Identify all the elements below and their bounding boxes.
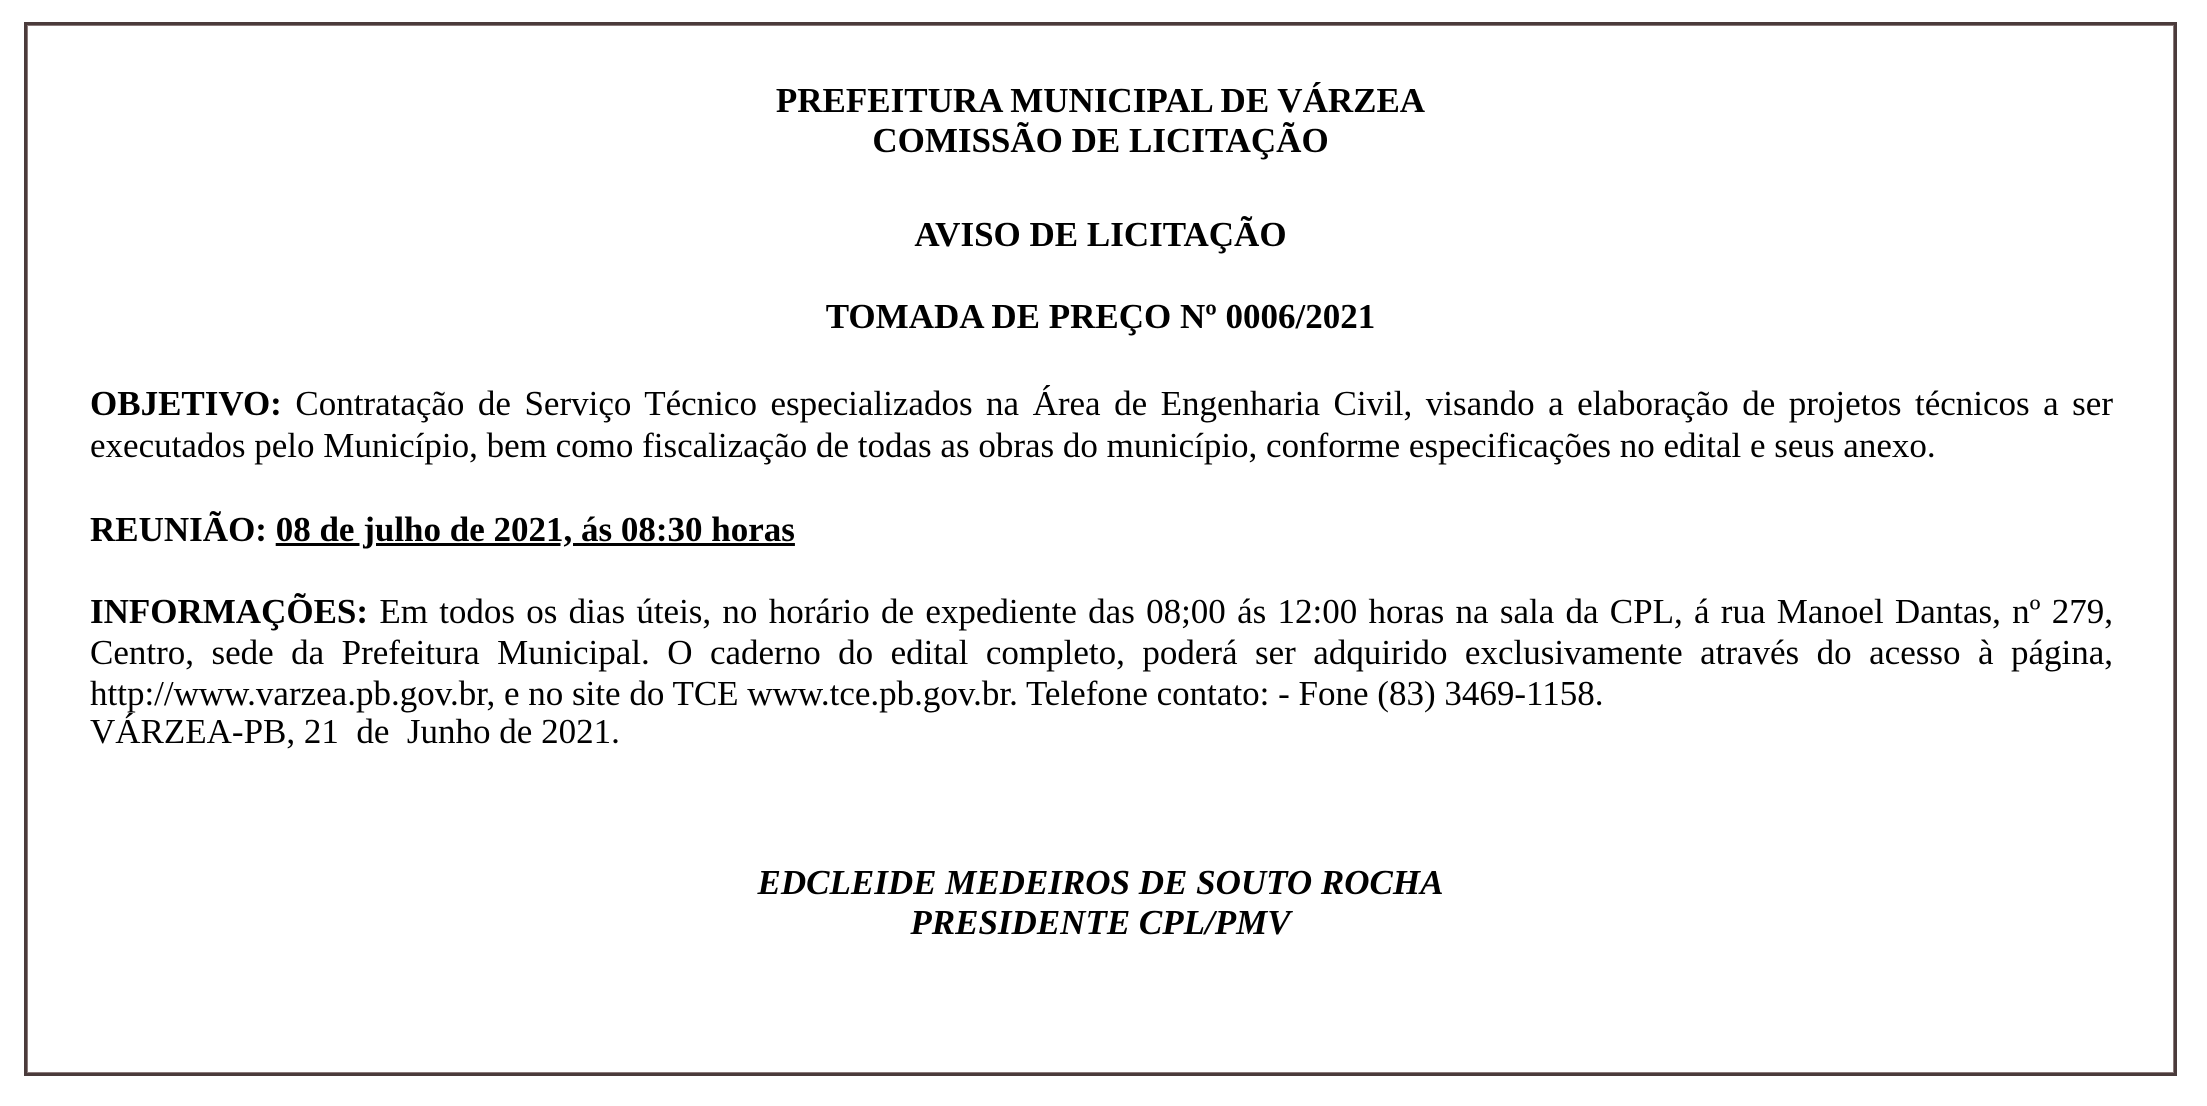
meeting-date: 08 de julho de 2021, ás 08:30 horas	[275, 510, 795, 549]
objective-label: OBJETIVO:	[90, 384, 282, 423]
information-text: Em todos os dias úteis, no horário de expediente das 08;00 ás 12:00 horas na sala da CPL, á rua Manoel Dantas, nº 279, Centro, sede da Prefeitura Municipal. O caderno do edital completo, poderá ser adquirido exclusivamente através do acesso à página, http://www.varzea.pb.gov.br, e no site do TCE www.tce.pb.gov.br. Telefone contato: - Fone (83) 3469-1158.	[90, 592, 2113, 713]
process-number: TOMADA DE PREÇO Nº 0006/2021	[825, 297, 1376, 336]
signatory-role: PRESIDENTE CPL/PMV	[910, 903, 1291, 942]
header-organization	[27, 81, 2174, 161]
objective-text: Contratação de Serviço Técnico especializados na Área de Engenharia Civil, visando a elaboração de projetos técnicos a ser executados pelo Município, bem como fiscalização de todas as obras do município, conforme especificações no edital e seus anexo.	[90, 384, 2113, 465]
meeting-paragraph	[90, 509, 2113, 551]
signatory-name: EDCLEIDE MEDEIROS DE SOUTO ROCHA	[757, 863, 1444, 902]
notice-title: AVISO DE LICITAÇÃO	[914, 215, 1287, 254]
information-paragraph	[90, 591, 2113, 714]
signature-block	[27, 863, 2174, 943]
objective-paragraph	[90, 383, 2113, 467]
meeting-label: REUNIÃO:	[90, 510, 267, 549]
commission-name: COMISSÃO DE LICITAÇÃO	[872, 121, 1329, 160]
notice-frame	[24, 22, 2177, 1076]
information-label: INFORMAÇÕES:	[90, 592, 369, 631]
organization-name: PREFEITURA MUNICIPAL DE VÁRZEA	[775, 81, 1426, 120]
place-date: VÁRZEA-PB, 21 de Junho de 2021.	[90, 712, 620, 751]
